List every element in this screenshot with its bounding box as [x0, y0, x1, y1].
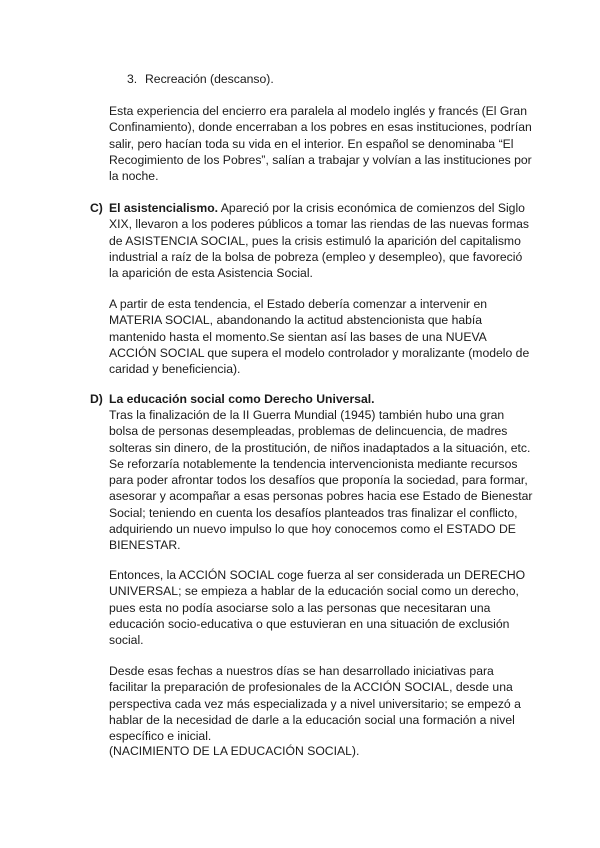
section-c-paragraph-2: A partir de esta tendencia, el Estado debería comenzar a intervenir en MATERIA SOCIAL, abandonando la actitud abstencionista que había mantenido hasta el momento.Se sientan así las bases de una NUEVA ACCIÓN SOCIAL que supera el modelo controlador y moralizante (modelo de caridad y beneficiencia). [109, 297, 530, 377]
section-d-paragraph-1: Tras la finalización de la II Guerra Mundial (1945) también hubo una gran bolsa de personas desempleadas, problemas de delincuencia, de madres solteras sin dinero, de la prostitución, de niños inadaptados a la situación, etc. Se reforzaría notablemente la tendencia intervencionista mediante recursos para poder afrontar todos los desafíos que proponía la sociedad, para formar, asesorar y acompañar a esas personas pobres hacia ese Estado de Bienestar Social; teniendo en cuenta los desafíos planteados tras finalizar el conflicto, adquiriendo un nuevo impulso lo que hoy conocemos como el ESTADO DE BIENESTAR. [109, 408, 533, 553]
section-c-text: Apareció por la crisis económica de comienzos del Siglo XIX, llevaron a los poderes públicos a tomar las riendas de las nuevas formas de ASISTENCIA SOCIAL, pues la crisis estimuló la aparición del capitalismo industrial a raíz de la bolsa de pobreza (empleo y desempleo), que favoreció la aparición de esta Asistencia Social. [109, 201, 530, 281]
section-d-letter: D) [90, 392, 103, 406]
list-item-recreacion [127, 71, 274, 87]
section-c-paragraph-1 [109, 200, 534, 281]
section-c-heading: El asistencialismo. [109, 201, 219, 215]
paragraph-encierro: Esta experiencia del encierro era paralela al modelo inglés y francés (El Gran Confinamiento), donde encerraban a los pobres en esas instituciones, podrían salir, pero hacían toda su vida en el interior. En español se denominaba “El Recogimiento de los Pobres”, salían a trabajar y volvían a las instituciones por la noche. [109, 104, 532, 184]
section-d-paragraph-3: Desde esas fechas a nuestros días se han desarrollado iniciativas para facilitar la preparación de profesionales de la ACCIÓN SOCIAL, desde una perspectiva cada vez más especializada y a nivel universitario; se empezó a hablar de la necesidad de darle a la educación social una formación a nivel específico e inicial. [109, 664, 521, 744]
section-d-paragraph-2: Entonces, la ACCIÓN SOCIAL coge fuerza al ser considerada un DERECHO UNIVERSAL; se empieza a hablar de la educación social como un derecho, pues esta no podía asociarse solo a las personas que necesitaran una educación socio-educativa o que estuvieran en una situación de exclusión social. [109, 568, 526, 648]
list-item-text: Recreación (descanso). [145, 72, 274, 86]
section-d-heading: La educación social como Derecho Universal. [109, 392, 375, 406]
list-item-number: 3. [127, 72, 138, 86]
section-d-paragraph-4: (NACIMIENTO DE LA EDUCACIÓN SOCIAL). [109, 744, 360, 758]
section-c-letter: C) [90, 201, 103, 215]
